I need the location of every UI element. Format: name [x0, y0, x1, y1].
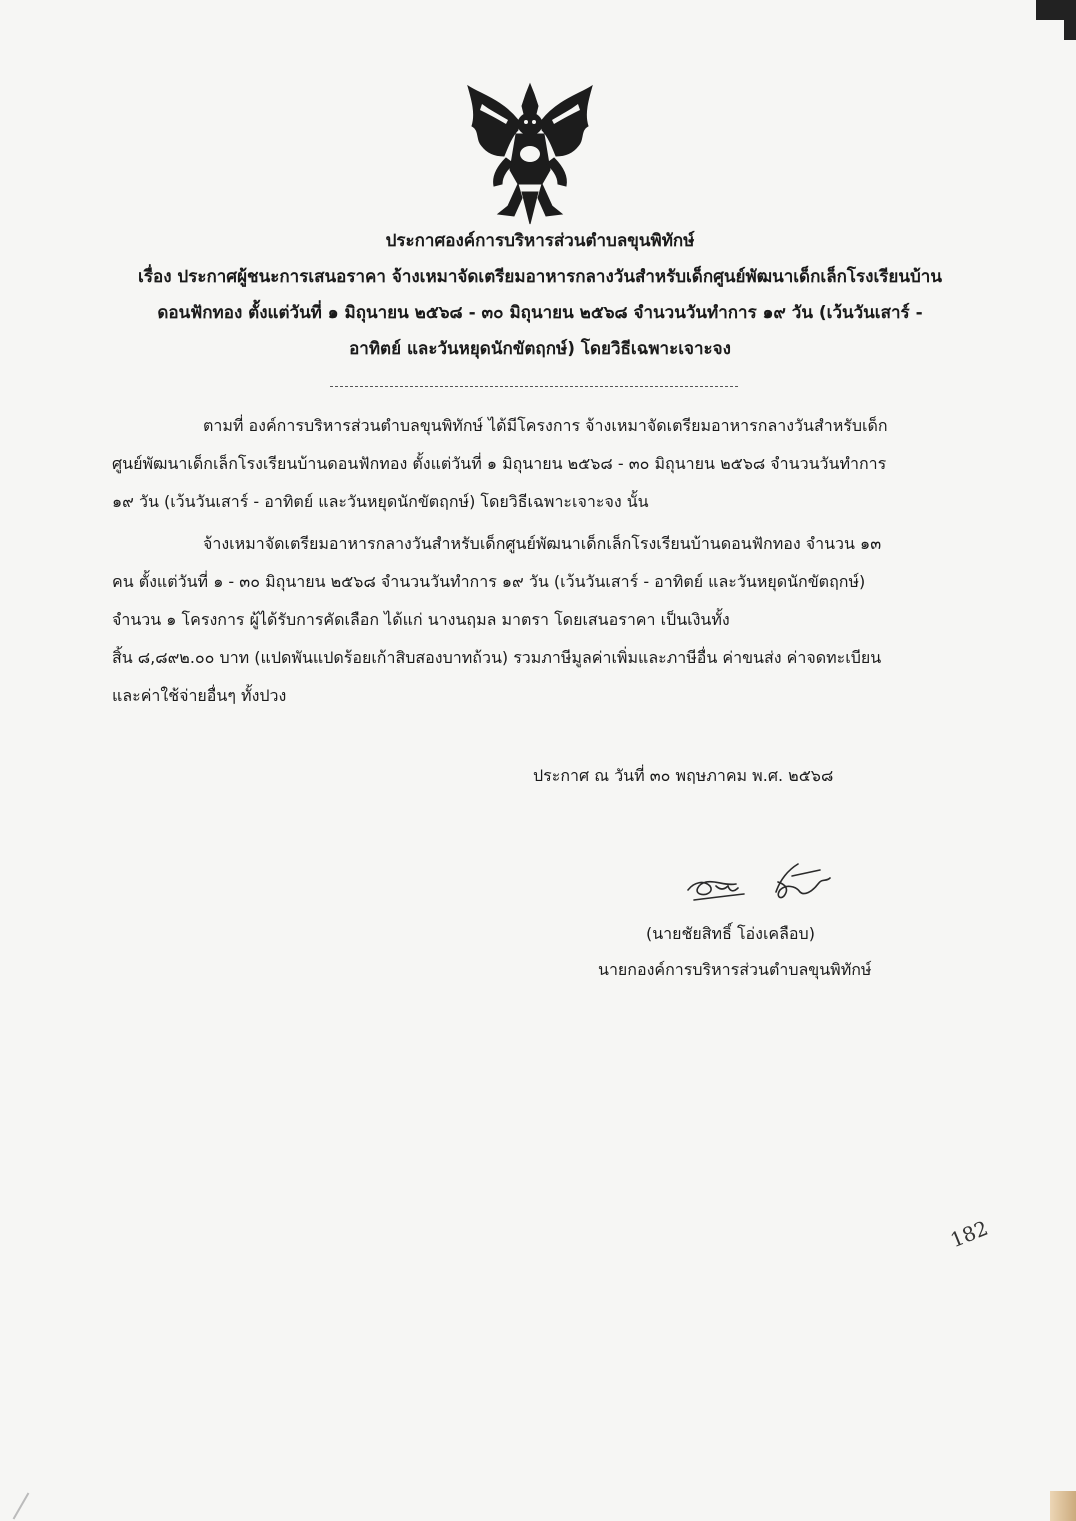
subject-line: อาทิตย์ และวันหยุดนักขัตฤกษ์) โดยวิธีเฉพาะเจาะจง [349, 339, 731, 359]
body-text-line: จ้างเหมาจัดเตรียมอาหารกลางวันสำหรับเด็กศูนย์พัฒนาเด็กเล็กโรงเรียนบ้านดอนฟักทอง จำนวน ๑๓ [203, 534, 882, 553]
subject-line: เรื่อง ประกาศผู้ชนะการเสนอราคา จ้างเหมาจัดเตรียมอาหารกลางวันสำหรับเด็กศูนย์พัฒนาเด็กเล็กโรงเรียนบ้าน [138, 267, 942, 287]
scan-corner-mark [1064, 20, 1076, 40]
page-number: 182 [946, 1215, 992, 1253]
signature-icon [680, 856, 840, 918]
body-text-line: ตามที่ องค์การบริหารส่วนตำบลขุนพิทักษ์ ได้มีโครงการ จ้างเหมาจัดเตรียมอาหารกลางวันสำหรับเด็ก [203, 416, 888, 435]
body-text-line: สิ้น ๘,๘๙๒.๐๐ บาท (แปดพันแปดร้อยเก้าสิบสองบาทถ้วน) รวมภาษีมูลค่าเพิ่มและภาษีอื่น ค่าขนส่ง ค่าจดทะเบียน [112, 648, 882, 667]
scan-edge-mark [13, 1493, 30, 1520]
body-text-line: จำนวน ๑ โครงการ ผู้ได้รับการคัดเลือก ได้แก่ นางนฤมล มาตรา โดยเสนอราคา เป็นเงินทั้ง [112, 610, 730, 629]
signatory-name: (นายชัยสิทธิ์ โอ่งเคลือบ) [646, 924, 815, 943]
body-text-line: ศูนย์พัฒนาเด็กเล็กโรงเรียนบ้านดอนฟักทอง ตั้งแต่วันที่ ๑ มิถุนายน ๒๕๖๘ - ๓๐ มิถุนายน ๒๕๖๘ จำนวนวันทำการ [112, 454, 887, 473]
subject-line: ดอนฟักทอง ตั้งแต่วันที่ ๑ มิถุนายน ๒๕๖๘ - ๓๐ มิถุนายน ๒๕๖๘ จำนวนวันทำการ ๑๙ วัน (เว้นวันเสาร์ - [157, 303, 923, 323]
scan-edge-mark [1050, 1491, 1076, 1521]
body-text-line: ๑๙ วัน (เว้นวันเสาร์ - อาทิตย์ และวันหยุดนักขัตฤกษ์) โดยวิธีเฉพาะเจาะจง นั้น [112, 492, 649, 511]
scan-corner-mark [1036, 0, 1076, 20]
announcement-title: ประกาศองค์การบริหารส่วนตำบลขุนพิทักษ์ [385, 231, 695, 251]
divider [330, 386, 738, 387]
signatory-position: นายกองค์การบริหารส่วนตำบลขุนพิทักษ์ [598, 960, 872, 979]
body-text-line: และค่าใช้จ่ายอื่นๆ ทั้งปวง [112, 686, 287, 705]
announce-date: ประกาศ ณ วันที่ ๓๐ พฤษภาคม พ.ศ. ๒๕๖๘ [533, 766, 834, 785]
garuda-emblem-icon [462, 80, 598, 226]
body-text-line: คน ตั้งแต่วันที่ ๑ - ๓๐ มิถุนายน ๒๕๖๘ จำนวนวันทำการ ๑๙ วัน (เว้นวันเสาร์ - อาทิตย์ และวันหยุดนักขัตฤกษ์) [112, 572, 866, 591]
